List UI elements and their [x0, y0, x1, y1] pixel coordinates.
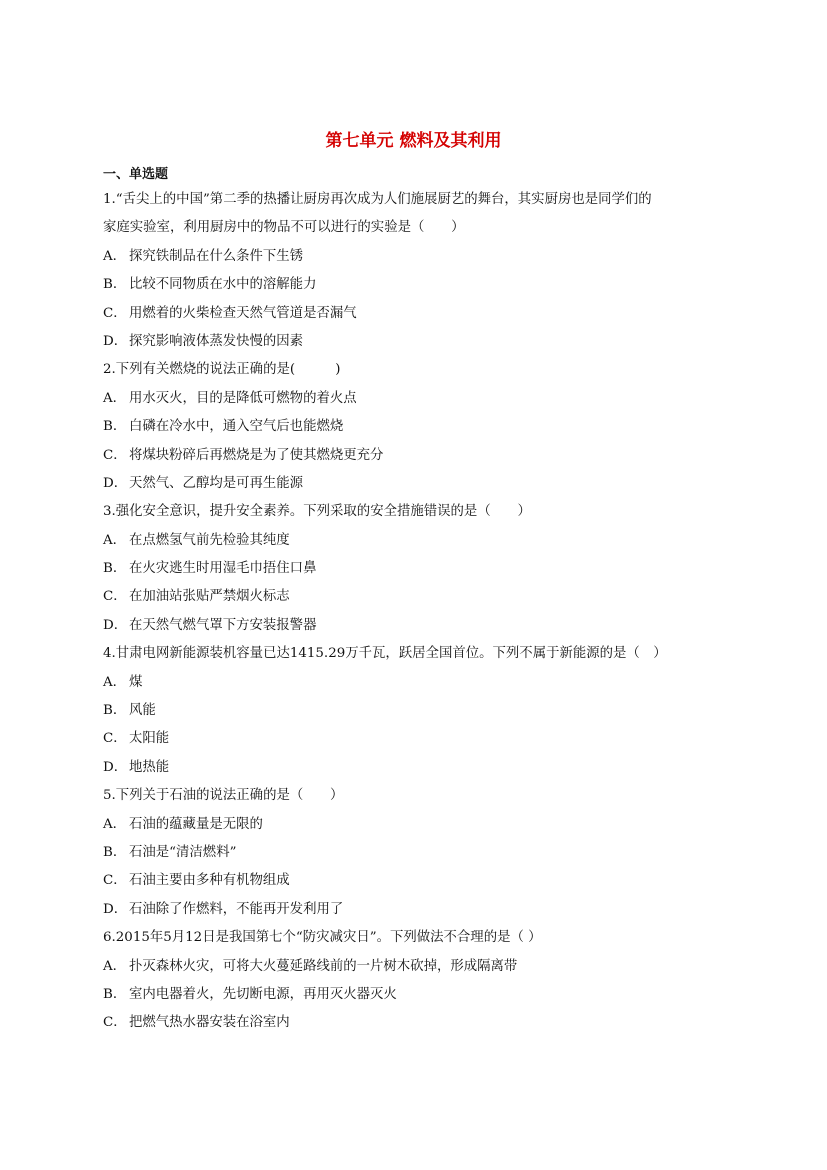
- question-stem: 6.2015年5月12日是我国第七个“防灾减灾日”。下列做法不合理的是（ ）: [103, 930, 542, 946]
- option-text: 天然气、乙醇均是可再生能源: [129, 475, 304, 491]
- answer-option: [103, 697, 743, 725]
- option-text: 在点燃氢气前先检验其纯度: [129, 532, 290, 548]
- question-list: [103, 186, 743, 1038]
- section-heading: 一、单选题: [103, 167, 169, 182]
- answer-option: [103, 328, 743, 356]
- option-text: 在天然气燃气罩下方安装报警器: [129, 617, 317, 633]
- option-label: D．: [103, 901, 128, 917]
- option-text: 石油是“清洁燃料”: [129, 844, 237, 860]
- option-text: 将煤块粉碎后再燃烧是为了使其燃烧更充分: [129, 447, 384, 463]
- option-label: D．: [103, 475, 128, 491]
- question-stem: 3.强化安全意识，提升安全素养。下列采取的安全措施错误的是（ ）: [103, 504, 531, 520]
- answer-option: [103, 271, 743, 299]
- option-text: 风能: [129, 703, 156, 719]
- option-text: 煤: [129, 674, 143, 690]
- answer-option: [103, 896, 743, 924]
- question-6: [103, 924, 743, 1038]
- answer-option: [103, 555, 743, 583]
- option-text: 扑灭森林火灾，可将大火蔓延路线前的一片树木砍掉，形成隔离带: [129, 958, 518, 974]
- question-stem: 家庭实验室，利用厨房中的物品不可以进行的实验是（ ）: [103, 220, 465, 236]
- option-text: 在加油站张贴严禁烟火标志: [129, 589, 290, 605]
- question-stem: 1.“舌尖上的中国”第二季的热播让厨房再次成为人们施展厨艺的舞台，其实厨房也是同学们的: [103, 192, 652, 207]
- option-text: 地热能: [129, 759, 170, 775]
- option-text: 比较不同物质在水中的溶解能力: [129, 277, 317, 293]
- option-text: 石油除了作燃料，不能再开发利用了: [129, 901, 344, 917]
- answer-option: [103, 953, 743, 981]
- option-label: C．: [103, 589, 127, 605]
- page-title: 第七单元 燃料及其利用: [325, 131, 502, 151]
- option-label: D．: [103, 333, 128, 349]
- option-label: C．: [103, 305, 127, 321]
- question-5: [103, 782, 743, 924]
- answer-option: [103, 385, 743, 413]
- question-stem: 5.下列关于石油的说法正确的是（ ）: [103, 788, 344, 804]
- option-label: A．: [103, 674, 127, 690]
- option-label: B．: [103, 277, 127, 293]
- option-label: C．: [103, 447, 127, 463]
- option-text: 太阳能: [129, 731, 170, 747]
- answer-option: [103, 442, 743, 470]
- option-label: A．: [103, 532, 127, 548]
- option-text: 石油的蕴藏量是无限的: [129, 816, 263, 832]
- option-label: B．: [103, 986, 127, 1002]
- option-label: C．: [103, 873, 127, 889]
- question-3: [103, 498, 743, 640]
- answer-option: [103, 811, 743, 839]
- answer-option: [103, 754, 743, 782]
- option-text: 石油主要由多种有机物组成: [129, 873, 290, 889]
- question-stem: 4.甘肃电网新能源装机容量已达1415.29万千瓦，跃居全国首位。下列不属于新能源的是（ ）: [103, 646, 667, 662]
- option-label: B．: [103, 561, 127, 577]
- option-label: B．: [103, 419, 127, 435]
- option-label: D．: [103, 759, 128, 775]
- question-1: [103, 186, 743, 356]
- option-text: 用燃着的火柴检查天然气管道是否漏气: [129, 305, 357, 321]
- answer-option: [103, 612, 743, 640]
- option-label: D．: [103, 617, 128, 633]
- answer-option: [103, 1009, 743, 1037]
- option-label: B．: [103, 844, 127, 860]
- answer-option: [103, 300, 743, 328]
- option-label: A．: [103, 958, 127, 974]
- answer-option: [103, 839, 743, 867]
- option-text: 探究铁制品在什么条件下生锈: [129, 248, 304, 264]
- answer-option: [103, 527, 743, 555]
- option-label: A．: [103, 390, 127, 406]
- option-text: 探究影响液体蒸发快慢的因素: [129, 333, 304, 349]
- answer-option: [103, 413, 743, 441]
- option-label: B．: [103, 703, 127, 719]
- question-2: [103, 356, 743, 498]
- answer-option: [103, 583, 743, 611]
- option-text: 用水灭火，目的是降低可燃物的着火点: [129, 390, 357, 406]
- option-text: 室内电器着火，先切断电源，再用灭火器灭火: [129, 986, 397, 1002]
- option-label: C．: [103, 1015, 127, 1031]
- option-label: A．: [103, 248, 127, 264]
- option-label: C．: [103, 731, 127, 747]
- option-text: 把燃气热水器安装在浴室内: [129, 1015, 290, 1031]
- answer-option: [103, 867, 743, 895]
- option-text: 在火灾逃生时用湿毛巾捂住口鼻: [129, 561, 317, 577]
- answer-option: [103, 243, 743, 271]
- answer-option: [103, 669, 743, 697]
- answer-option: [103, 725, 743, 753]
- question-stem: 2.下列有关燃烧的说法正确的是( ): [103, 362, 341, 378]
- option-label: A．: [103, 816, 127, 832]
- answer-option: [103, 470, 743, 498]
- option-text: 白磷在冷水中，通入空气后也能燃烧: [129, 419, 344, 435]
- answer-option: [103, 981, 743, 1009]
- question-4: [103, 640, 743, 782]
